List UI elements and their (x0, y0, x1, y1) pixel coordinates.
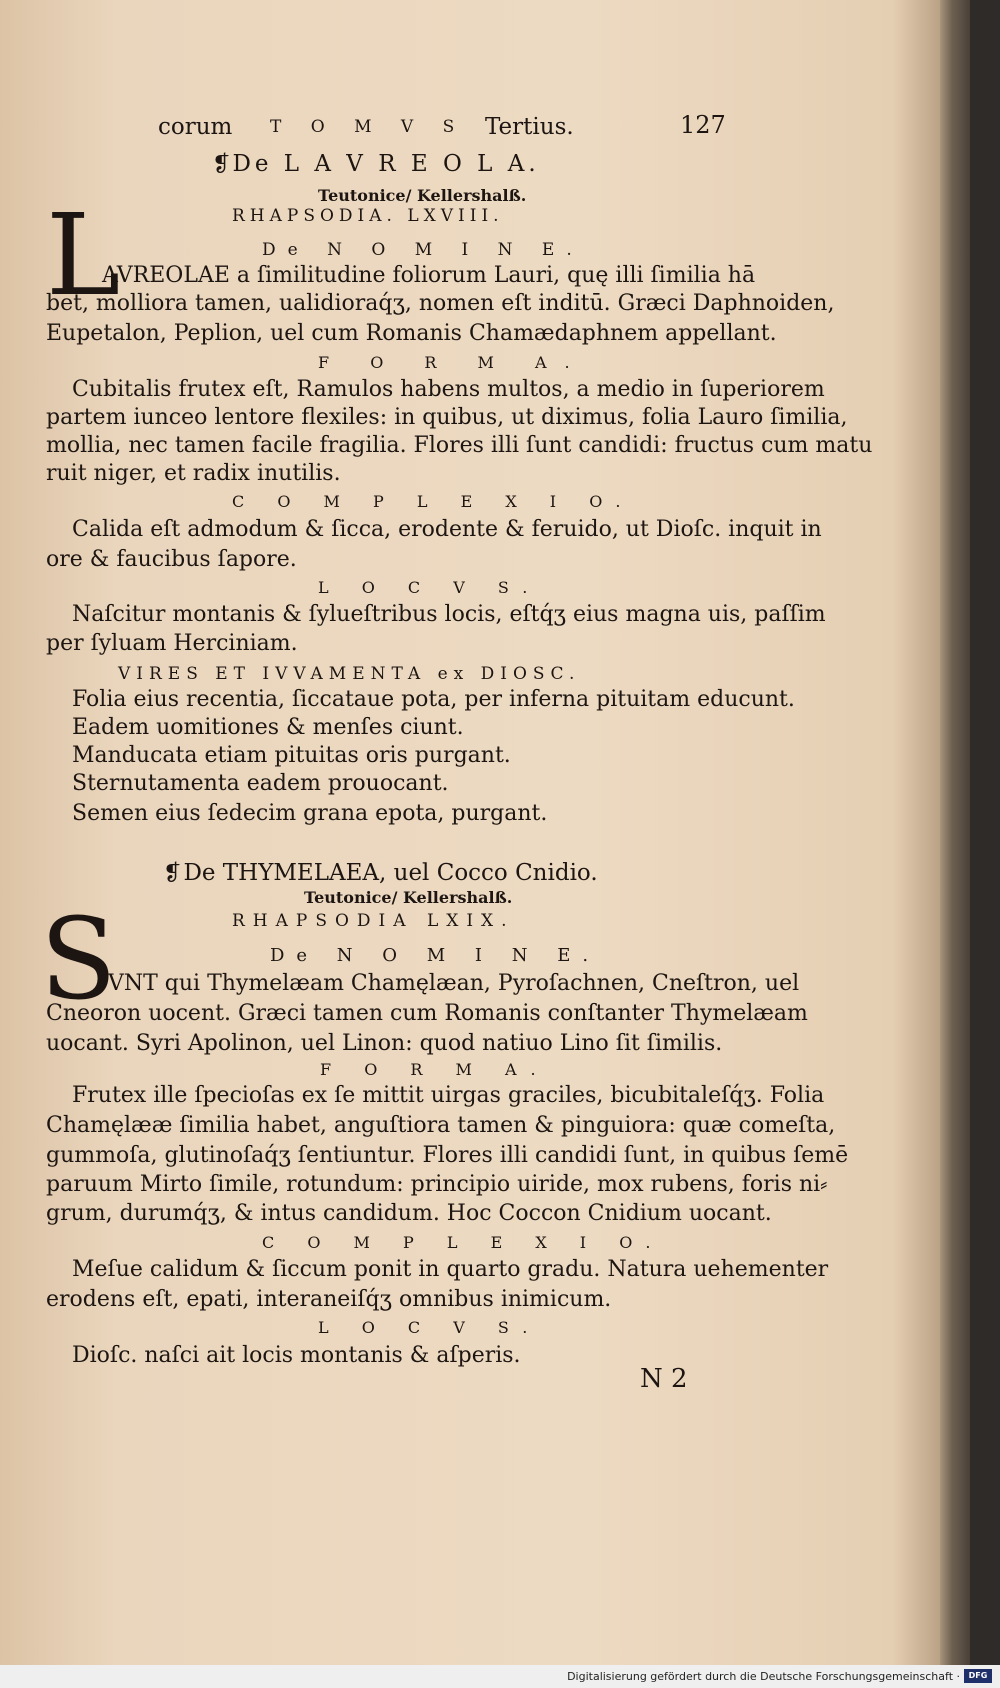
running-head-right: Tertius. (485, 114, 574, 140)
text-line: paruum Mirto ſimile, rotundum: principio uiride, mox rubens, foris ni⸗ (46, 1172, 828, 1197)
section2-rhapsodia: RHAPSODIA LXIX. (232, 911, 515, 931)
text-line: mollia, nec tamen facile fragilia. Flores illi ſunt candidi: fructus cum matu (46, 433, 873, 458)
text-line: partem iunceo lentore flexiles: in quibus, ut diximus, folia Lauro ſimilia, (46, 405, 848, 430)
running-head-mid: T O M V S (270, 117, 467, 137)
text-line: Meſue calidum & ſiccum ponit in quarto gradu. Natura uehementer (72, 1257, 829, 1282)
section1-complexio-head: C O M P L E X I O. (232, 492, 635, 511)
signature-mark: N 2 (640, 1364, 688, 1394)
drop-cap-S: S (40, 895, 117, 1025)
page-number: 127 (680, 111, 726, 139)
text-line: AVREOLAE a ſimilitudine foliorum Lauri, quę illi ſimilia hā (102, 263, 756, 288)
text-line: Semen eius ſedecim grana epota, purgant. (72, 801, 548, 826)
text-line: gummoſa, glutinoſaq́ʒ ſentiuntur. Flores illi candidi ſunt, in quibus ſemē (46, 1143, 849, 1168)
text-line: Sternutamenta eadem prouocant. (72, 771, 449, 796)
text-line: ore & faucibus ſapore. (46, 547, 297, 572)
text-line: per ſyluam Herciniam. (46, 631, 298, 656)
section2-forma-head: F O R M A. (320, 1060, 550, 1079)
text-line: Cneoron uocent. Græci tamen cum Romanis conſtanter Thymelæam (46, 1001, 808, 1026)
dfg-logo: DFG (964, 1669, 992, 1683)
text-line: VNT qui Thymelæam Chamęlæan, Pyroſachnen, Cneſtron, uel (108, 971, 800, 996)
section2-nomen-head: De N O M I N E. (270, 945, 601, 966)
page-edge (940, 0, 970, 1665)
text-line: Dioſc. naſci ait locis montanis & aſperis. (72, 1343, 521, 1368)
section1-nomen-head: De N O M I N E. (262, 240, 584, 260)
text-line: Frutex ille ſpecioſas ex ſe mittit uirgas graciles, bicubitaleſq́ʒ. Folia (72, 1083, 825, 1108)
text-line: ruit niger, et radix inutilis. (46, 461, 341, 486)
text-line: Chamęlææ ſimilia habet, anguſtiora tamen & pinguiora: quæ comeſta, (46, 1113, 836, 1138)
text-line: grum, durumq́ʒ, & intus candidum. Hoc Coccon Cnidium uocant. (46, 1201, 772, 1226)
section1-vernacular: Teutonice/ Kellershalß. (318, 186, 527, 205)
text-line: uocant. Syri Apolinon, uel Linon: quod natiuo Lino ſit ſimilis. (46, 1031, 723, 1056)
section1-title-text: De L A V R E O L A. (232, 151, 540, 177)
section1-locus-head: L O C V S. (318, 578, 542, 597)
section2-locus-head: L O C V S. (318, 1318, 542, 1337)
section1-forma-head: F O R M A. (318, 353, 588, 372)
section1-title (212, 150, 540, 179)
section2-title-text: De THYMELAEA, uel Cocco Cnidio. (183, 860, 598, 886)
text-line: Eupetalon, Peplion, uel cum Romanis Chamædaphnem appellant. (46, 321, 777, 346)
section2-complexio-head: C O M P L E X I O. (262, 1233, 665, 1252)
running-head-left: corum (158, 114, 233, 140)
drop-cap-L: L (46, 191, 121, 321)
text-line: Naſcitur montanis & ſylueſtribus locis, eſtq́ʒ eius magna uis, paſſim (72, 602, 826, 627)
paragraph-mark-icon: ❡ (163, 861, 182, 886)
section1-rhapsodia: RHAPSODIA. LXVIII. (232, 206, 504, 226)
text-line: Folia eius recentia, ſiccataue pota, per inferna pituitam educunt. (72, 687, 795, 712)
section2-vernacular: Teutonice/ Kellershalß. (304, 888, 513, 907)
text-line: erodens eſt, epati, interaneiſq́ʒ omnibus inimicum. (46, 1287, 612, 1312)
section1-vires-head: VIRES ET IVVAMENTA ex DIOSC. (118, 664, 581, 684)
text-line: bet, molliora tamen, ualidioraq́ʒ, nomen eſt inditū. Græci Daphnoiden, (46, 291, 835, 316)
text-line: Manducata etiam pituitas oris purgant. (72, 743, 511, 768)
text-line: Cubitalis frutex eſt, Ramulos habens multos, a medio in ſuperiorem (72, 377, 825, 402)
paragraph-mark-icon: ❡ (212, 152, 231, 177)
footer-credit: Digitalisierung gefördert durch die Deutsche Forschungsgemeinschaft · (567, 1670, 960, 1683)
text-line: Calida eſt admodum & ſicca, erodente & feruido, ut Dioſc. inquit in (72, 517, 822, 542)
footer-bar (0, 1665, 1000, 1688)
text-line: Eadem uomitiones & menſes ciunt. (72, 715, 464, 740)
